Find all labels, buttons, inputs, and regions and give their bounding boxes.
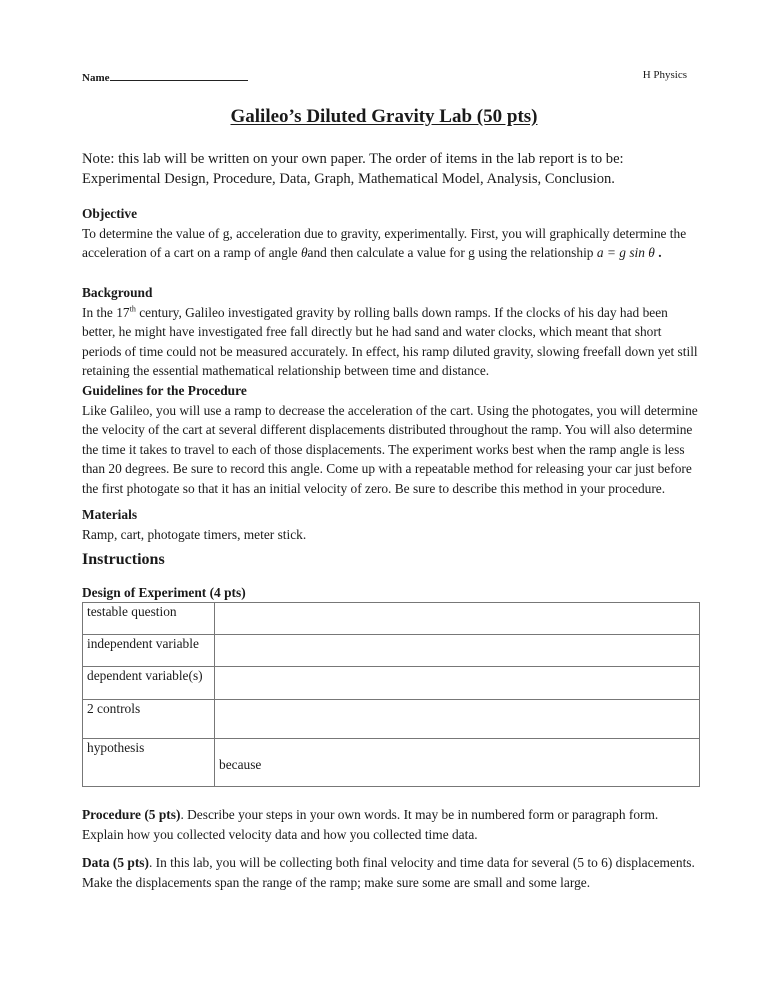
row-value-input[interactable] [215, 635, 700, 667]
instructions-heading: Instructions [82, 551, 165, 568]
data-section [82, 853, 702, 892]
row-label: hypothesis [83, 739, 215, 787]
row-value-input[interactable] [215, 739, 700, 787]
guidelines-section [82, 381, 702, 499]
name-label: Name [82, 72, 110, 84]
background-heading: Background [82, 285, 153, 300]
table-row [83, 603, 700, 635]
objective-text-2: and then calculate a value for g using the relationship [307, 245, 597, 261]
procedure-section [82, 805, 702, 844]
guidelines-heading: Guidelines for the Procedure [82, 383, 247, 398]
page-title-text: Galileo’s Diluted Gravity Lab (50 pts) [230, 106, 538, 127]
objective-heading: Objective [82, 206, 138, 221]
guidelines-text: Like Galileo, you will use a ramp to decrease the acceleration of the cart. Using the photogates, you will determine the velocity of the cart at several different displacements distributed throughout the ramp. You will also determine the time it takes to travel to each of those displacements. The experiment works best when the ramp angle is less than 20 degrees. Be sure to record this angle. Come up with a repeatable method for releasing your car just before the first photogate so that it has an initial velocity of zero. Be sure to describe this method in your procedure. [82, 402, 698, 496]
table-row [83, 700, 700, 739]
data-heading: Data (5 pts) [82, 855, 149, 870]
note-paragraph: Note: this lab will be written on your own paper. The order of items in the lab report is to be: Experimental Design, Procedure, Data, Graph, Mathematical Model, Analysis, Conclusion. [82, 151, 624, 187]
objective-text-3: . [654, 245, 662, 261]
background-text-2: century, Galileo investigated gravity by rolling balls down ramps. If the clocks of his day had been better, he might have investigated free fall directly but he had sand and water clocks, which meant that short periods of time could not be measured accurately. In effect, his ramp diluted gravity, slowing freefall down yet still retaining the essential mathematical relationship between time and distance. [82, 304, 698, 379]
row-value-input[interactable] [215, 603, 700, 635]
page-title [0, 106, 768, 128]
name-blank-line[interactable] [110, 69, 248, 81]
because-text: because [219, 757, 262, 772]
objective-text-1: To determine the value of g, acceleration due to gravity, experimentally. First, you will graphically determine the acceleration of a cart on a ramp of angle [82, 225, 687, 261]
row-label: 2 controls [83, 700, 215, 739]
materials-heading: Materials [82, 507, 138, 522]
table-row [83, 667, 700, 700]
data-text: . In this lab, you will be collecting both final velocity and time data for several (5 to 6) displacements. Make the displacements span the range of the ramp; make sure some are small and some large. [82, 855, 695, 890]
theta-symbol: θ [300, 245, 308, 261]
row-label: dependent variable(s) [83, 667, 215, 700]
design-table [82, 602, 700, 787]
background-section [82, 283, 702, 381]
table-row [83, 739, 700, 787]
name-field [82, 69, 248, 84]
row-value-input[interactable] [215, 700, 700, 739]
procedure-heading: Procedure (5 pts) [82, 807, 181, 822]
background-text-1: In the 17 [82, 304, 130, 320]
row-label: independent variable [83, 635, 215, 667]
materials-text: Ramp, cart, photogate timers, meter stick. [82, 526, 307, 542]
superscript-th: th [129, 304, 136, 314]
objective-section [82, 204, 702, 263]
subject-label: H Physics [642, 69, 687, 81]
table-row [83, 635, 700, 667]
design-heading: Design of Experiment (4 pts) [82, 585, 246, 600]
procedure-text: . Describe your steps in your own words. It may be in numbered form or paragraph form. Explain how you collected velocity data and how you collected time data. [82, 807, 659, 842]
formula: a = g sin θ [596, 245, 655, 261]
row-label: testable question [83, 603, 215, 635]
materials-section [82, 505, 702, 544]
row-value-input[interactable] [215, 667, 700, 700]
